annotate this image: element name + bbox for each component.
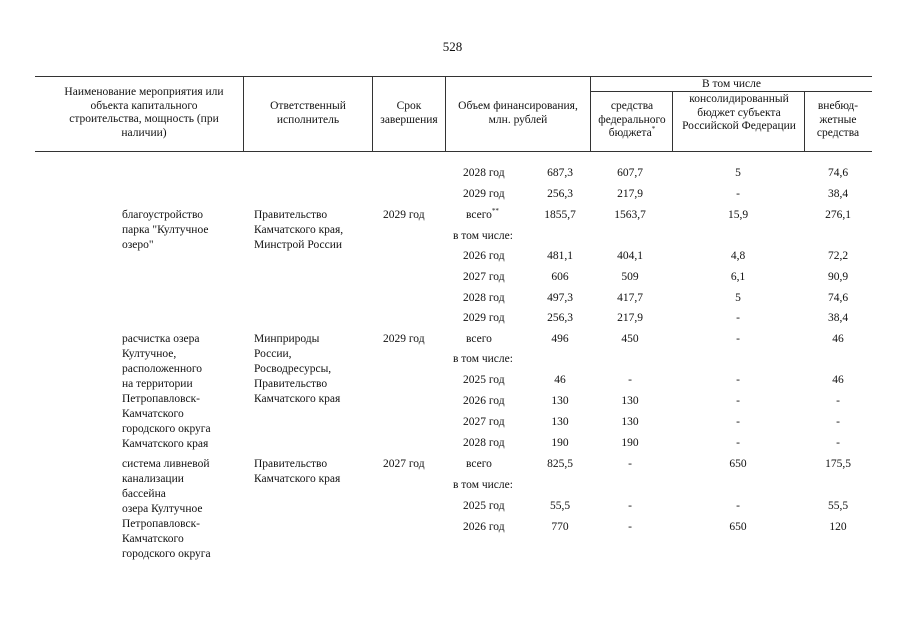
header-funding [447, 100, 589, 127]
amount-cell: 130 [551, 395, 569, 407]
amount-cell: 46 [554, 374, 566, 386]
regional-cell: 650 [729, 458, 747, 470]
extra-cell: 74,6 [827, 292, 849, 304]
federal-cell: 607,7 [617, 167, 643, 179]
extra-cell: 276,1 [825, 209, 851, 221]
amount-cell: 1855,7 [544, 209, 576, 221]
regional-cell: 6,1 [730, 271, 746, 283]
project-name: благоустройство парка "Култучное озеро" [122, 209, 209, 251]
header-including-text: В том числе [702, 78, 761, 90]
extra-cell: 46 [832, 333, 844, 345]
footnote-mark: ** [491, 207, 499, 216]
project-responsible: Правительство Камчатского края [254, 458, 341, 485]
total-label [466, 332, 492, 347]
federal-cell: - [628, 458, 632, 470]
federal-cell: 450 [621, 333, 639, 345]
year-cell: 2029 год [463, 312, 505, 324]
regional-cell: - [736, 395, 740, 407]
header-federal [596, 100, 668, 141]
col-divider [804, 91, 805, 151]
col-divider [672, 91, 673, 151]
footnote-mark: * [651, 125, 656, 134]
amount-cell: 190 [551, 437, 569, 449]
page-number: 528 [442, 39, 463, 54]
federal-cell: 509 [621, 271, 639, 283]
year-cell: 2028 год [463, 167, 505, 179]
regional-cell: 15,9 [727, 209, 749, 221]
amount-cell: 130 [551, 416, 569, 428]
federal-cell: 404,1 [617, 250, 643, 262]
regional-cell: - [736, 500, 740, 512]
year-cell: 2026 год [463, 395, 505, 407]
header-responsible-text: Ответственный исполнитель [270, 100, 346, 126]
federal-cell: 130 [621, 416, 639, 428]
federal-cell: - [628, 500, 632, 512]
project-name: система ливневой канализации бассейна озера Култучное Петропавловск- Камчатского городского округа [122, 458, 211, 560]
total-label-text: всего [466, 333, 492, 345]
year-cell: 2029 год [463, 188, 505, 200]
amount-cell: 606 [551, 271, 569, 283]
federal-cell: 1563,7 [614, 209, 646, 221]
header-extra [812, 100, 864, 141]
extra-cell: 38,4 [827, 312, 849, 324]
regional-cell: 650 [729, 521, 747, 533]
amount-cell: 687,3 [547, 167, 573, 179]
federal-cell: 190 [621, 437, 639, 449]
including-label: в том числе: [453, 479, 513, 491]
year-cell: 2025 год [463, 374, 505, 386]
regional-cell: - [736, 333, 740, 345]
header-funding-text: Объем финансирования, млн. рублей [458, 100, 578, 126]
header-name [55, 86, 233, 140]
federal-cell: - [628, 521, 632, 533]
total-label-text: всего [466, 209, 492, 221]
header-deadline-text: Срок завершения [380, 100, 438, 126]
header-bottom-border [35, 151, 872, 152]
amount-cell: 256,3 [547, 188, 573, 200]
amount-cell: 481,1 [547, 250, 573, 262]
amount-cell: 496 [551, 333, 569, 345]
extra-cell: 46 [832, 374, 844, 386]
header-name-text: Наименование мероприятия или объекта капитального строительства, мощность (при наличии) [64, 86, 224, 139]
year-cell: 2027 год [463, 416, 505, 428]
project-name: расчистка озера Култучное, расположенного на территории Петропавловск- Камчатского городского округа Камчатского края [122, 333, 211, 450]
header-regional [676, 93, 802, 134]
amount-cell: 55,5 [549, 500, 571, 512]
total-label [466, 457, 492, 472]
amount-cell: 825,5 [547, 458, 573, 470]
project-deadline: 2029 год [383, 209, 425, 221]
including-label: в том числе: [453, 230, 513, 242]
year-cell: 2028 год [463, 292, 505, 304]
extra-cell: - [836, 437, 840, 449]
federal-cell: 217,9 [617, 188, 643, 200]
extra-cell: 55,5 [827, 500, 849, 512]
header-including [591, 78, 872, 92]
extra-cell: 175,5 [825, 458, 851, 470]
extra-cell: 72,2 [827, 250, 849, 262]
header-federal-text: средства федерального бюджета [598, 100, 666, 139]
federal-cell: 217,9 [617, 312, 643, 324]
header-responsible [252, 100, 364, 127]
year-cell: 2027 год [463, 271, 505, 283]
regional-cell: 5 [735, 167, 741, 179]
year-cell: 2028 год [463, 437, 505, 449]
regional-cell: 4,8 [730, 250, 746, 262]
including-label: в том числе: [453, 353, 513, 365]
regional-cell: - [736, 374, 740, 386]
federal-cell: - [628, 374, 632, 386]
regional-cell: - [736, 312, 740, 324]
federal-cell: 417,7 [617, 292, 643, 304]
col-divider [445, 76, 446, 151]
col-divider [372, 76, 373, 151]
header-extra-text: внебюд-жетные средства [816, 100, 860, 139]
project-deadline: 2027 год [383, 458, 425, 470]
extra-cell: 90,9 [827, 271, 849, 283]
total-label-text: всего [466, 458, 492, 470]
project-deadline: 2029 год [383, 333, 425, 345]
regional-cell: - [736, 188, 740, 200]
extra-cell: - [836, 416, 840, 428]
extra-cell: 38,4 [827, 188, 849, 200]
federal-cell: 130 [621, 395, 639, 407]
extra-cell: 120 [829, 521, 847, 533]
header-regional-text: консолидированный бюджет субъекта Российской Федерации [682, 93, 796, 132]
project-responsible: Минприроды России, Росводресурсы, Правительство Камчатского края [254, 333, 341, 405]
year-cell: 2026 год [463, 250, 505, 262]
regional-cell: 5 [735, 292, 741, 304]
regional-cell: - [736, 416, 740, 428]
total-label [466, 208, 499, 223]
header-deadline [374, 100, 444, 127]
project-responsible: Правительство Камчатского края, Минстрой России [254, 209, 344, 251]
amount-cell: 256,3 [547, 312, 573, 324]
table-top-border [35, 76, 872, 77]
amount-cell: 497,3 [547, 292, 573, 304]
amount-cell: 770 [551, 521, 569, 533]
year-cell: 2025 год [463, 500, 505, 512]
regional-cell: - [736, 437, 740, 449]
extra-cell: 74,6 [827, 167, 849, 179]
extra-cell: - [836, 395, 840, 407]
year-cell: 2026 год [463, 521, 505, 533]
col-divider [243, 76, 244, 151]
